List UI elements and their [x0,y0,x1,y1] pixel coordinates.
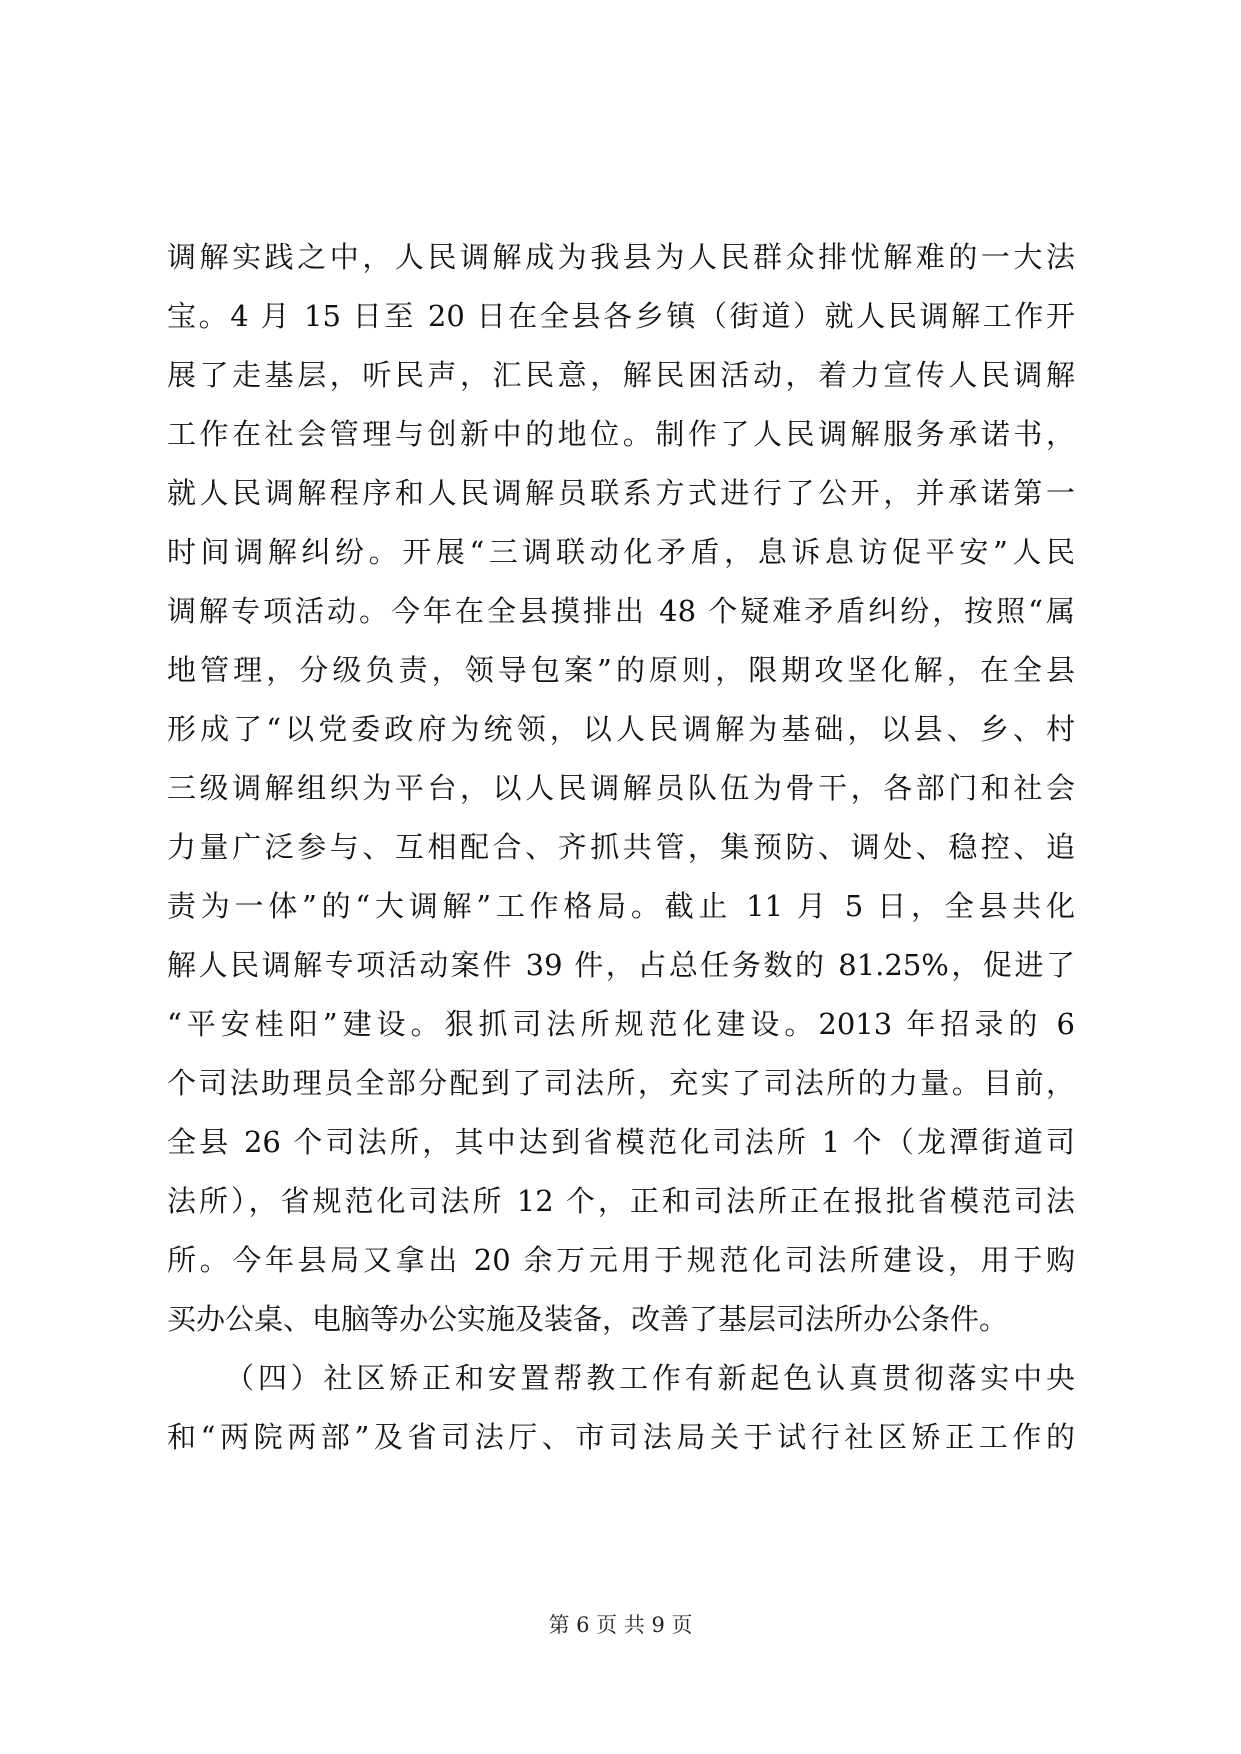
text-line: 全县 26 个司法所，其中达到省模范化司法所 1 个（龙潭街道司 [167,1125,1075,1159]
text-line: 个司法助理员全部分配到了司法所，充实了司法所的力量。目前， [167,1066,1075,1100]
text-line: 和“两院两部”及省司法厅、市司法局关于试行社区矫正工作的 [167,1420,1075,1454]
text-line: 法所），省规范化司法所 12 个，正和司法所正在报批省模范司法 [167,1184,1075,1218]
section-heading-line: （四）社区矫正和安置帮教工作有新起色认真贯彻落实中央 [225,1361,1075,1395]
text-line: 宝。4 月 15 日至 20 日在全县各乡镇（街道）就人民调解工作开 [167,299,1075,333]
text-line: 就人民调解程序和人民调解员联系方式进行了公开，并承诺第一 [167,476,1075,510]
text-line: 力量广泛参与、互相配合、齐抓共管，集预防、调处、稳控、追 [167,830,1075,864]
text-line: 所。今年县局又拿出 20 余万元用于规范化司法所建设，用于购 [167,1243,1075,1277]
text-line: 展了走基层，听民声，汇民意，解民困活动，着力宣传人民调解 [167,358,1075,392]
text-line: 三级调解组织为平台，以人民调解员队伍为骨干，各部门和社会 [167,771,1075,805]
text-line: 工作在社会管理与创新中的地位。制作了人民调解服务承诺书， [167,417,1075,451]
text-line: 责为一体”的“大调解”工作格局。截止 11 月 5 日，全县共化 [167,889,1075,923]
text-line: 解人民调解专项活动案件 39 件，占总任务数的 81.25%，促进了 [167,948,1075,982]
body-text [167,228,1075,1467]
text-line: 形成了“以党委政府为统领，以人民调解为基础，以县、乡、村 [167,712,1075,746]
page-number-footer: 第 6 页 共 9 页 [548,1613,693,1637]
text-line: 买办公桌、电脑等办公实施及装备，改善了基层司法所办公条件。 [167,1302,1009,1336]
text-line: 调解专项活动。今年在全县摸排出 48 个疑难矛盾纠纷，按照“属 [167,594,1075,628]
text-line: “平安桂阳”建设。狠抓司法所规范化建设。2013 年招录的 6 [167,1007,1075,1041]
text-line: 地管理，分级负责，领导包案”的原则，限期攻坚化解，在全县 [167,653,1075,687]
text-line: 调解实践之中，人民调解成为我县为人民群众排忧解难的一大法 [167,240,1075,274]
text-line: 时间调解纠纷。开展“三调联动化矛盾，息诉息访促平安”人民 [167,535,1075,569]
